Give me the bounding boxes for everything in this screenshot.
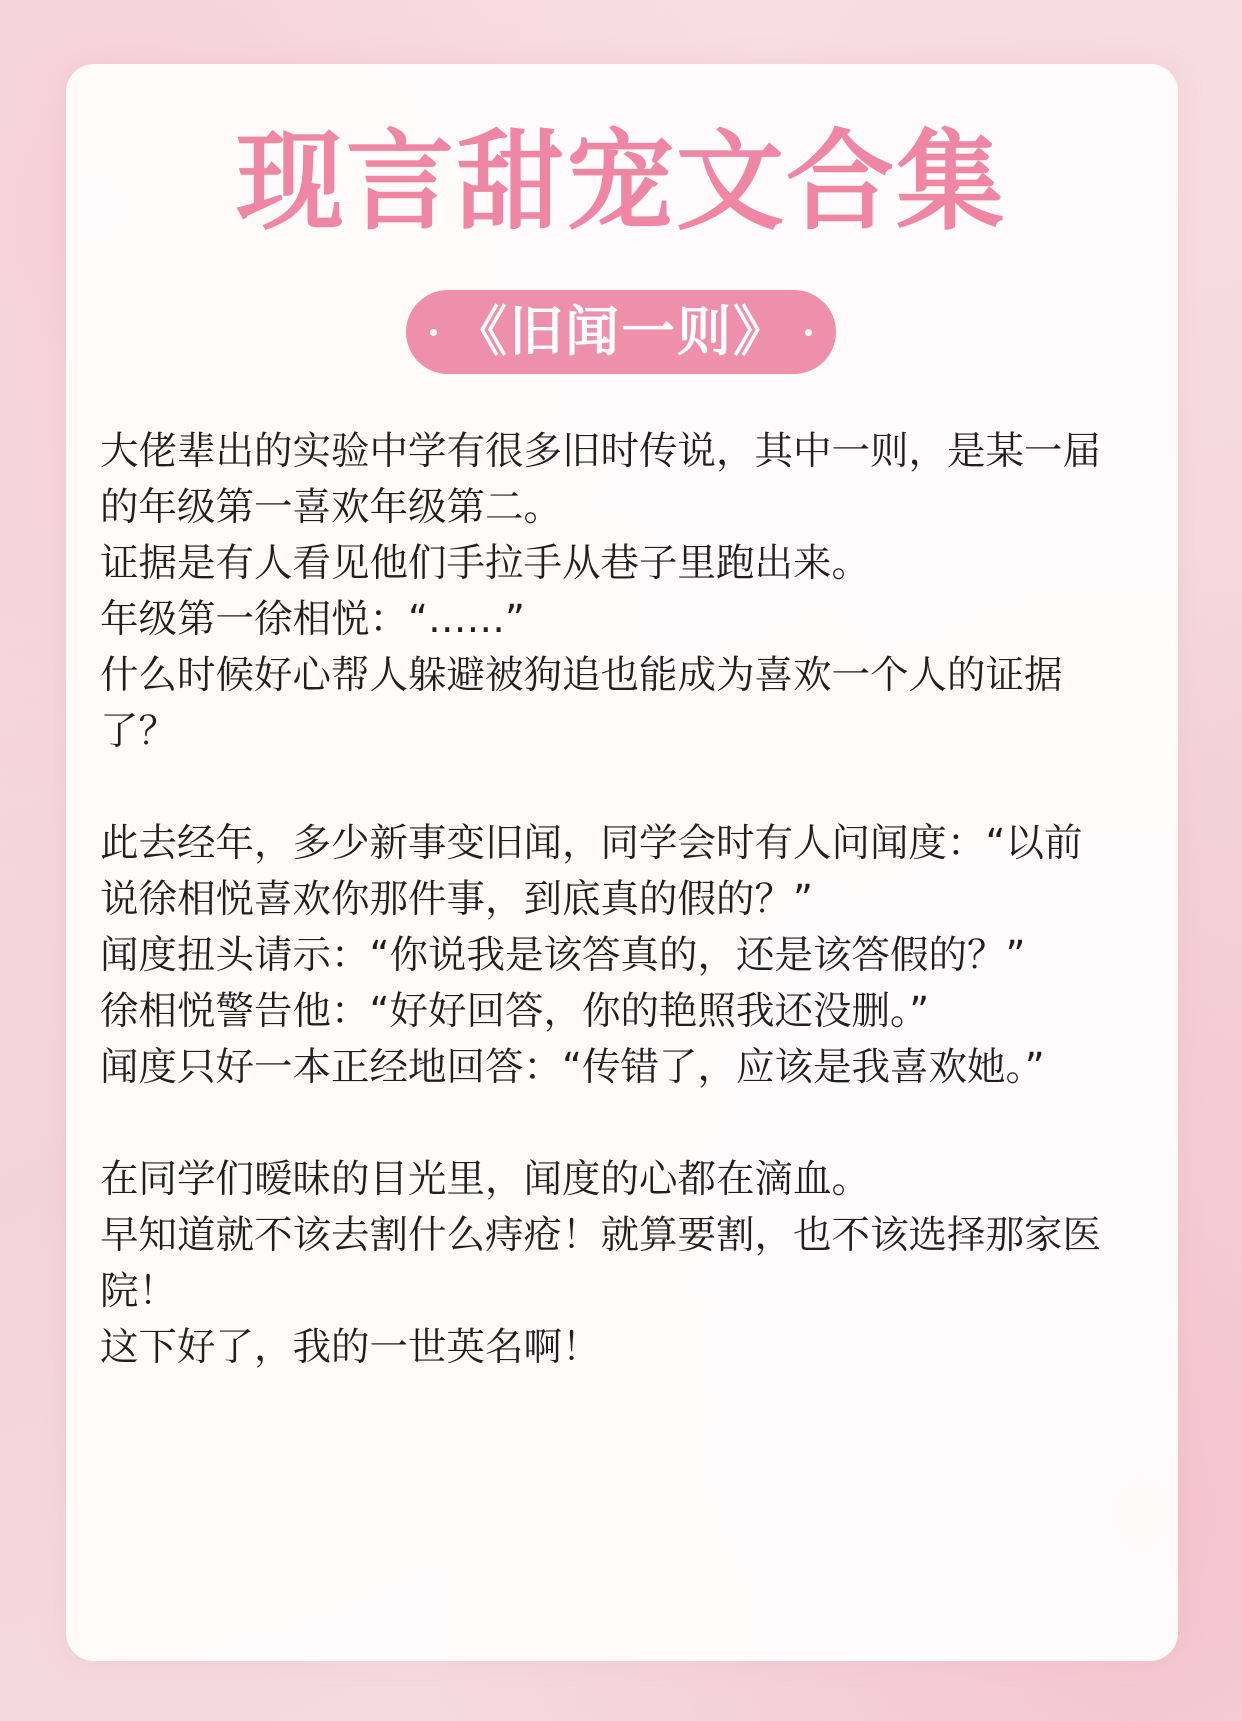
text-line: 早知道就不该去割什么痔疮！就算要割，也不该选择那家医 — [100, 1213, 1102, 1258]
text-line: 证据是有人看见他们手拉手从巷子里跑出来。 — [100, 541, 871, 586]
dot-right-icon — [805, 329, 812, 336]
text-line: 的年级第一喜欢年级第二。 — [100, 485, 563, 530]
text-line: 闻度只好一本正经地回答：“传错了，应该是我喜欢她。” — [100, 1045, 1045, 1090]
text-line: 大佬辈出的实验中学有很多旧时传说，其中一则，是某一届 — [100, 429, 1102, 474]
text-line: 在同学们暧昧的目光里，闻度的心都在滴血。 — [100, 1157, 871, 1202]
paragraph — [100, 1152, 1145, 1376]
page-title: 现言甜宠文合集 — [235, 120, 1006, 245]
story-body — [100, 424, 1145, 1376]
text-line: 这下好了，我的一世英名啊！ — [100, 1325, 601, 1370]
subtitle-text: 《旧闻一则》 — [453, 300, 789, 363]
text-line: 什么时候好心帮人躲避被狗追也能成为喜欢一个人的证据 — [100, 653, 1063, 698]
text-line: 徐相悦警告他：“好好回答，你的艳照我还没删。” — [100, 989, 930, 1034]
subtitle-badge — [406, 290, 836, 374]
text-line: 说徐相悦喜欢你那件事，到底真的假的？” — [100, 877, 813, 922]
text-line: 闻度扭头请示：“你说我是该答真的，还是该答假的？” — [100, 933, 1026, 978]
text-line: 此去经年，多少新事变旧闻，同学会时有人问闻度：“以前 — [100, 821, 1083, 866]
paragraph — [100, 816, 1145, 1096]
text-line: 了？ — [100, 709, 178, 754]
paragraph — [100, 424, 1145, 760]
text-line: 院！ — [100, 1269, 178, 1314]
dot-left-icon — [430, 329, 437, 336]
text-line: 年级第一徐相悦：“……” — [100, 597, 525, 642]
